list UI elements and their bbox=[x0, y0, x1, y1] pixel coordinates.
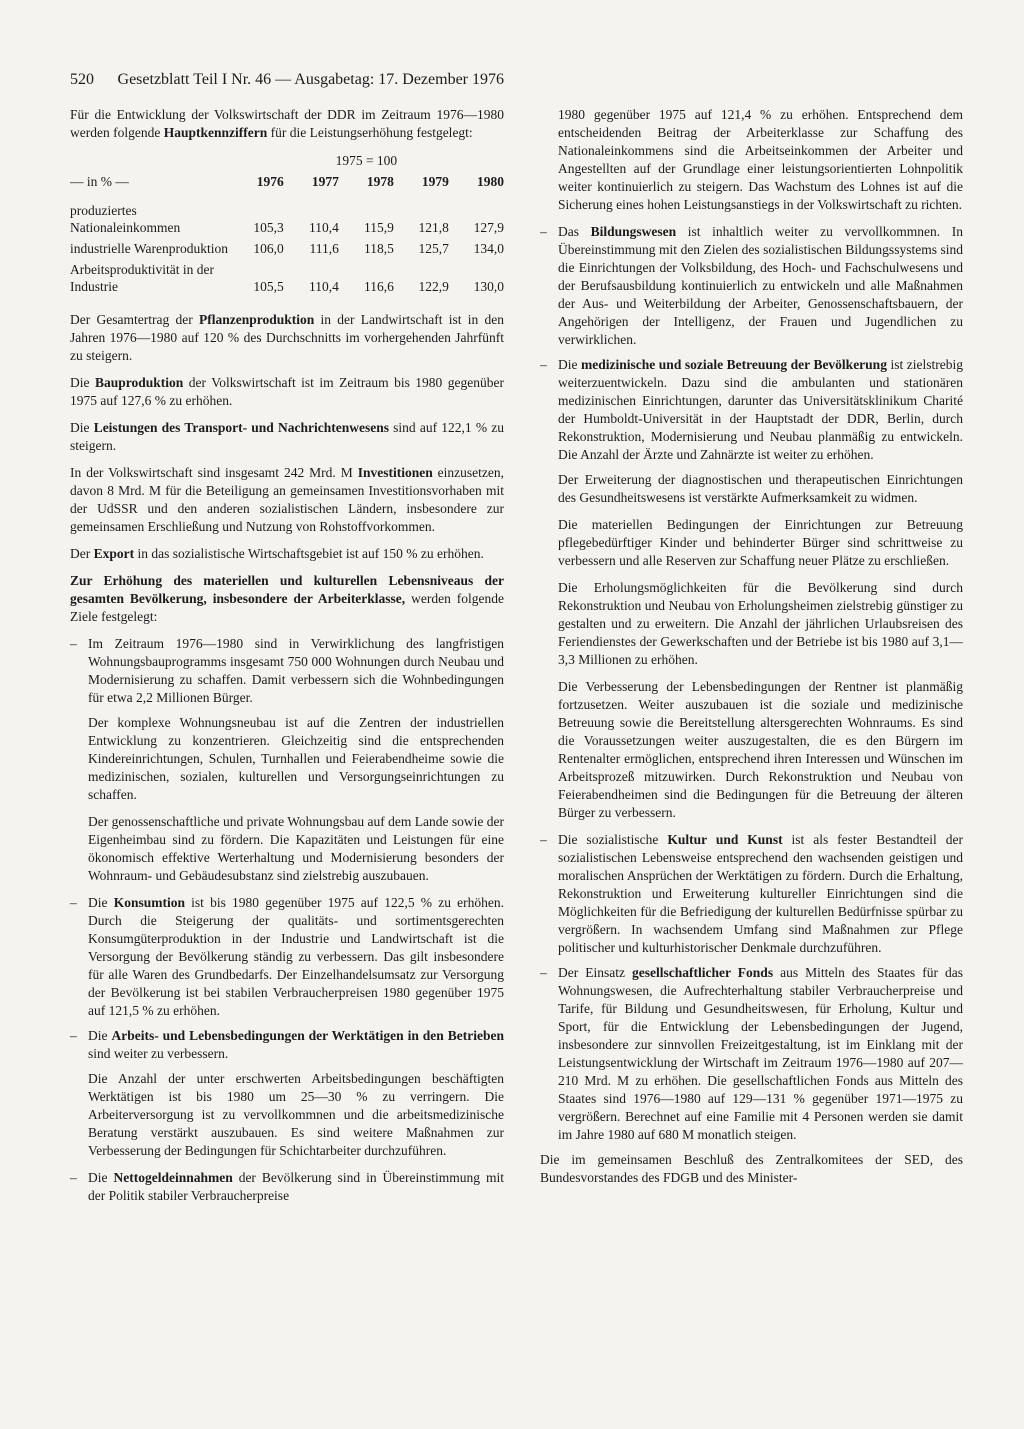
paragraph-diagnose: Der Erweiterung der diagnostischen und therapeutischen Einrichtungen des Gesundheitswesens ist verstärkte Aufmerksamkeit zu widmen. bbox=[558, 472, 963, 505]
paragraph-investitionen: In der Volkswirtschaft sind insgesamt 242 Mrd. M Investitionen einzusetzen, davon 8 Mrd. M für die Beteiligung an gemeinsamen Investitionsvorhaben mit der UdSSR und den anderen sozialistischen Ländern, insbesondere zur gemeinsamen Erschließung und Nutzung von Rohstoffvorkommen. bbox=[70, 465, 505, 534]
table-cell: 116,6 bbox=[363, 279, 394, 294]
table-cell: 125,7 bbox=[418, 241, 449, 256]
paragraph-bauproduktion: Die Bauproduktion der Volkswirtschaft ist im Zeitraum bis 1980 gegenüber 1975 auf 127,6 % zu erhöhen. bbox=[70, 375, 504, 408]
dash-item-bildungswesen: – Das Bildungswesen ist inhaltlich weiter zu vervollkommnen. In Übereinstimmung mit den Zielen des sozialistischen Bildungssystems sind die Einrichtungen der Volksbildung, des Hoch- und Fachschulwesens und der Berufsausbildung kontinuierlich zu entwickeln und alle Maßnahmen der Aus- und Weiterbildung der Arbeiter, Genossenschaftsbauern, der Angehörigen der Intelligenz, der Frauen und Jugendlichen zu verwirklichen. bbox=[540, 223, 963, 349]
dash-item-fonds: – Der Einsatz gesellschaftlicher Fonds aus Mitteln des Staates für das Wohnungswesen, die Aufrechterhaltung stabiler Verbraucherpreise und Tarife, für Bildung und Gesundheitswesen, für Erholung, Kultur und Sport, für die Entwicklung der Lebensbedingungen der Jugend, insbesondere zur sinnvollen Freizeitgestaltung, ist im Einklang mit der Leistungsentwicklung der Wirtschaft im Zeitraum 1976—1980 auf 207—210 Mrd. M zu erhöhen. Die gesellschaftlichen Fonds aus Mitteln des Staates sind 1976—1980 auf 129—131 % gegenüber 1971—1975 zu vergrößern. Berechnet auf eine Familie mit 4 Personen werden sie damit im Jahre 1980 auf 680 M monatlich steigen. bbox=[540, 964, 963, 1144]
table-year: 1977 bbox=[311, 174, 339, 189]
table-cell: 130,0 bbox=[473, 279, 504, 294]
paragraph-pflege: Die materiellen Bedingungen der Einrichtungen zur Betreuung pflegebedürftiger Kinder und behinderter Bürger sind schrittweise zu verbessern und alle Reserven zur Schaffung neuer Plätze zu erschließen. bbox=[558, 517, 963, 568]
table-cell: 110,4 bbox=[308, 279, 339, 294]
table-row bbox=[70, 240, 504, 261]
row-label: produziertes Nationaleinkommen bbox=[70, 203, 181, 235]
table-year: 1979 bbox=[421, 174, 449, 189]
paragraph-ziele: Zur Erhöhung des materiellen und kulturellen Lebensniveaus der gesamten Bevölkerung, insbesondere der Arbeiterklasse, werden folgende Ziele festgelegt: bbox=[70, 573, 504, 624]
paragraph-arbeitsbedingungen: Die Anzahl der unter erschwerten Arbeitsbedingungen beschäftigten Werktätigen ist bis 1980 um 25—30 % zu verringern. Die Arbeiterversorgung ist zu vervollkommnen und die arbeitsmedizinische Beratung verstärkt auszubauen. Es sind weitere Maßnahmen zur Verbesserung der Bedingungen für Schichtarbeiter durchzuführen. bbox=[88, 1071, 504, 1158]
key-figures-table bbox=[70, 152, 504, 299]
table-row bbox=[70, 202, 504, 240]
paragraph-continuation: 1980 gegenüber 1975 auf 121,4 % zu erhöhen. Entsprechend dem entscheidenden Beitrag der Arbeiterklasse zur Schaffung des Nationaleinkommens sind die Arbeitseinkommen der Arbeiter und Angestellten auf der Grundlage einer leistungsorientierten Lohnpolitik weiter kontinuierlich zu steigern. Das Wachstum des Lohnes ist auf die Sicherung eines hohen Leistungsanstiegs in der Volkswirtschaft zu richten. bbox=[558, 107, 963, 212]
dash-item-nettogeldeinnahmen: – Die Nettogeldeinnahmen der Bevölkerung sind in Übereinstimmung mit der Politik stabiler Verbraucherpreise bbox=[70, 1169, 504, 1205]
table-unit-label: — in % — bbox=[70, 174, 129, 189]
paragraph-rentner: Die Verbesserung der Lebensbedingungen der Rentner ist planmäßig fortzusetzen. Weiter auszubauen ist die soziale und medizinische Betreuung sowie die Bereitstellung altersgerechten Wohnraums. Es sind die Voraussetzungen weiter auszugestalten, die es den Bürgern im Rentenalter ermöglichen, entsprechend ihren Interessen und Wünschen im Arbeitsprozeß mitzuwirken. Durch Rekonstruktion und Neubau von Feierabendheimen sind die Bedingungen für die Betreuung der älteren Bürger zu verbessern. bbox=[558, 679, 963, 820]
table-cell: 106,0 bbox=[253, 241, 284, 256]
table-cell: 105,5 bbox=[253, 279, 284, 294]
paragraph-schluss: Die im gemeinsamen Beschluß des Zentralkomitees der SED, des Bundesvorstandes des FDGB und des Minister- bbox=[540, 1152, 963, 1185]
dash-item-medizin: – Die medizinische und soziale Betreuung der Bevölkerung ist zielstrebig weiterzuentwickeln. Dazu sind die ambulanten und stationären medizinischen Einrichtungen, darunter das Universitätsklinikum Charité der Humboldt-Universität in der Hauptstadt der DDR, Berlin, durch Rekonstruktion, Modernisierung und Neubau planmäßig zu entwickeln. Die Anzahl der Ärzte und Zahnärzte ist weiter zu erhöhen. bbox=[540, 356, 963, 464]
table-cell: 115,9 bbox=[363, 220, 394, 235]
dash-item-arbeitsbedingungen: – Die Arbeits- und Lebensbedingungen der Werktätigen in den Betrieben sind weiter zu verbessern. bbox=[70, 1027, 504, 1063]
table-header-row bbox=[70, 173, 504, 202]
page-number: 520 bbox=[70, 71, 94, 88]
table-row bbox=[70, 261, 504, 299]
table-base-row bbox=[70, 152, 504, 173]
right-column bbox=[540, 106, 963, 1196]
paragraph-wohnungsneubau: Der komplexe Wohnungsneubau ist auf die Zentren der industriellen Entwicklung zu konzentrieren. Gleichzeitig sind die entsprechenden Kindereinrichtungen, Schulen, Turnhallen und Feierabendheime sowie die medizinischen, sozialen, kulturellen und Versorgungseinrichtungen zu schaffen. bbox=[88, 715, 504, 802]
table-year: 1978 bbox=[366, 174, 394, 189]
table-cell: 105,3 bbox=[253, 220, 284, 235]
table-base-label: 1975 = 100 bbox=[335, 153, 398, 168]
paragraph-export: Der Export in das sozialistische Wirtschaftsgebiet ist auf 150 % zu erhöhen. bbox=[70, 546, 484, 561]
dash-item-konsumtion: – Die Konsumtion ist bis 1980 gegenüber 1975 auf 122,5 % zu erhöhen. Durch die Steigerung der qualitäts- und sortimentsgerechten Konsumgüterproduktion in der Industrie und Landwirtschaft ist die Versorgung der Bevölkerung ständig zu verbessern. Das gilt insbesondere für alle Waren des Grundbedarfs. Der Einzelhandelsumsatz zur Versorgung der Bevölkerung ist bei stabilen Verbraucherpreisen 1980 gegenüber 1975 auf 121,5 % zu erhöhen. bbox=[70, 894, 504, 1020]
dash-item-wohnungsbau: – Im Zeitraum 1976—1980 sind in Verwirklichung des langfristigen Wohnungsbauprogramms insgesamt 750 000 Wohnungen durch Neubau und Modernisierung zu schaffen. Damit verbessern sich die Wohnbedingungen für etwa 2,2 Millionen Bürger. bbox=[70, 635, 504, 707]
table-cell: 110,4 bbox=[308, 220, 339, 235]
paragraph-erholung: Die Erholungsmöglichkeiten für die Bevölkerung sind durch Rekonstruktion und Neubau von Erholungsheimen zielstrebig günstiger zu gestalten und zu erweitern. Die Anzahl der jährlichen Urlaubsreisen des Feriendienstes der Gewerkschaften und der Betriebe ist bis 1980 auf 3,1—3,3 Millionen zu erhöhen. bbox=[558, 580, 963, 667]
header-title: Gesetzblatt Teil I Nr. 46 — Ausgabetag: 17. Dezember 1976 bbox=[117, 71, 504, 88]
table-cell: 121,8 bbox=[418, 220, 449, 235]
paragraph-intro: Für die Entwicklung der Volkswirtschaft der DDR im Zeitraum 1976—1980 werden folgende Hauptkennziffern für die Leistungserhöhung festgelegt: bbox=[70, 107, 504, 140]
table-cell: 111,6 bbox=[309, 241, 339, 256]
table-year: 1976 bbox=[256, 174, 284, 189]
paragraph-pflanzenproduktion: Der Gesamtertrag der Pflanzenproduktion in der Landwirtschaft ist in den Jahren 1976—1980 auf 120 % des Durchschnitts im vorhergehenden Jahrfünft zu steigern. bbox=[70, 312, 504, 363]
dash-item-kultur: – Die sozialistische Kultur und Kunst ist als fester Bestandteil der sozialistischen Lebensweise entsprechend den wachsenden geistigen und moralischen Ansprüchen der Werktätigen zu fördern. Durch die Erhaltung, Rekonstruktion und Erweiterung kultureller Einrichtungen sind die Möglichkeiten für die Befriedigung der kulturellen Bedürfnisse spürbar zu vergrößern. In wachsendem Umfang sind Maßnahmen zur Pflege politischer und kulturhistorischer Denkmale durchzuführen. bbox=[540, 831, 963, 957]
paragraph-transport: Die Leistungen des Transport- und Nachrichtenwesens sind auf 122,1 % zu steigern. bbox=[70, 420, 505, 453]
table-year: 1980 bbox=[477, 174, 504, 189]
row-label: Arbeitsproduktivität in der Industrie bbox=[70, 262, 214, 294]
table-cell: 134,0 bbox=[473, 241, 504, 256]
table-cell: 122,9 bbox=[418, 279, 449, 294]
left-column bbox=[70, 106, 504, 1212]
page-header bbox=[70, 71, 504, 89]
table-cell: 118,5 bbox=[363, 241, 394, 256]
row-label: industrielle Warenproduktion bbox=[70, 241, 229, 256]
paragraph-genossenschaft: Der genossenschaftliche und private Wohnungsbau auf dem Lande sowie der Eigenheimbau sind zu fördern. Die Kapazitäten und Leistungen für eine ökonomisch effektive Werterhaltung und Modernisierung besonders der Wohnraum- und Gebäudesubstanz sind zielstrebig auszubauen. bbox=[88, 814, 504, 883]
table-cell: 127,9 bbox=[473, 220, 504, 235]
